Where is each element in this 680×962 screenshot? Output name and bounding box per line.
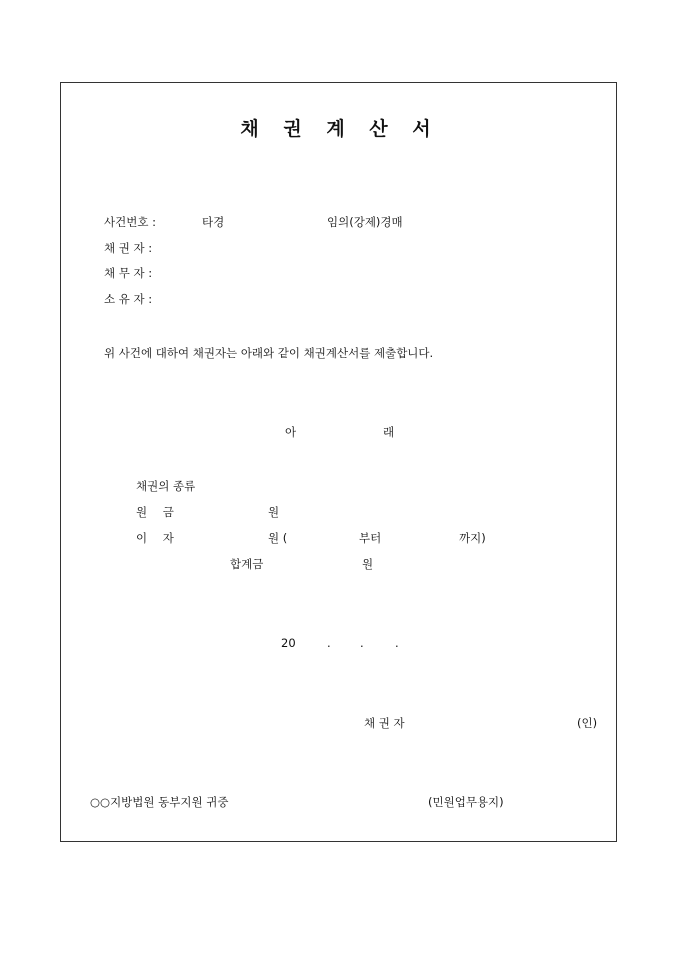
principal-label: 원 금 <box>136 505 174 519</box>
total-label: 합계금 <box>230 557 264 571</box>
case-type-code: 타경 <box>202 215 225 229</box>
below-heading-right: 래 <box>383 425 395 439</box>
document-title: 채 권 계 산 서 <box>240 118 440 140</box>
date-dot-day: . <box>395 636 399 650</box>
creditor-label: 채 권 자 : <box>104 241 153 255</box>
signature-label: 채 권 자 <box>364 716 405 730</box>
document-frame <box>60 82 617 842</box>
date-dot-month: . <box>360 636 364 650</box>
form-note: (민원업무용지) <box>428 795 504 809</box>
case-number-label: 사건번호 : <box>104 215 156 229</box>
date-dot-year: . <box>327 636 331 650</box>
interest-label: 이 자 <box>136 531 174 545</box>
interest-until-label: 까지) <box>459 531 486 545</box>
debtor-label: 채 무 자 : <box>104 266 153 280</box>
court-name: ○○지방법원 동부지원 귀중 <box>90 795 229 809</box>
date-year-prefix: 20 <box>281 636 296 650</box>
seal-mark: (인) <box>577 716 598 730</box>
below-heading-left: 아 <box>285 425 297 439</box>
principal-unit: 원 <box>268 505 280 519</box>
interest-from-label: 부터 <box>359 531 382 545</box>
interest-unit: 원 ( <box>268 531 288 545</box>
claim-kind-label: 채권의 종류 <box>136 479 196 493</box>
submission-statement: 위 사건에 대하여 채권자는 아래와 같이 채권계산서를 제출합니다. <box>104 346 434 360</box>
auction-type: 임의(강제)경매 <box>327 215 403 229</box>
owner-label: 소 유 자 : <box>104 292 153 306</box>
total-unit: 원 <box>362 557 374 571</box>
